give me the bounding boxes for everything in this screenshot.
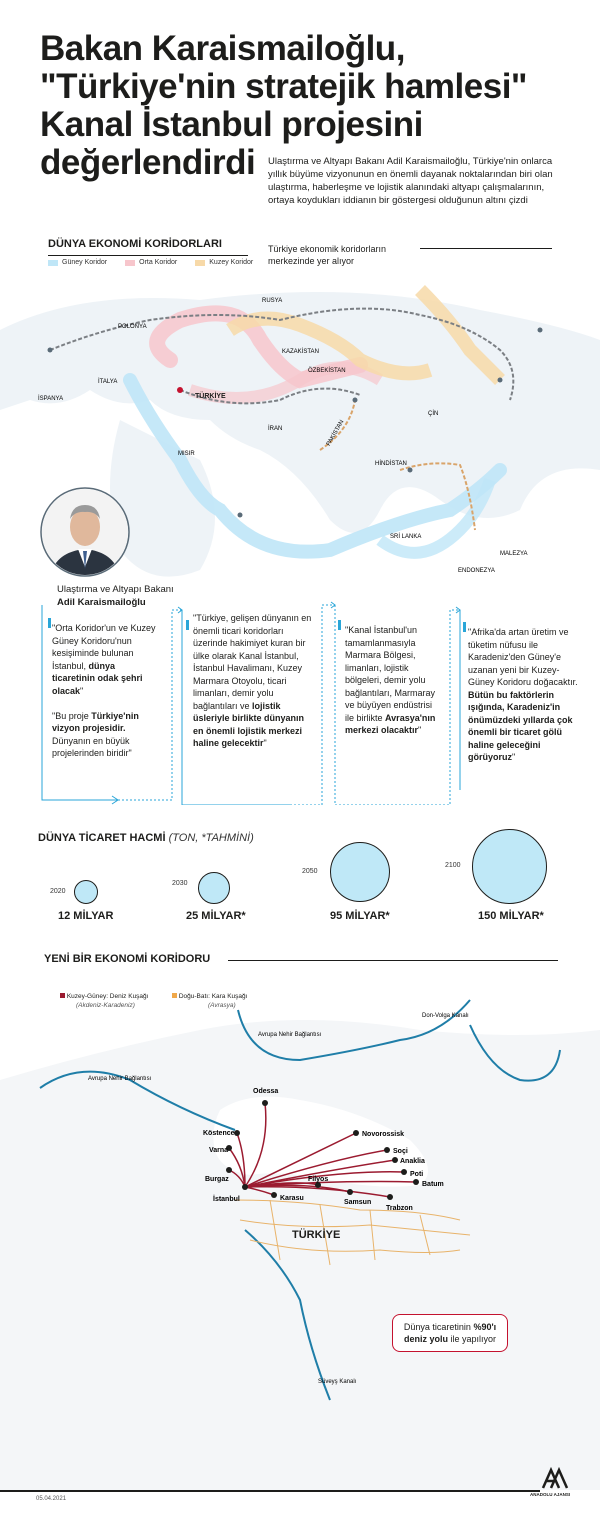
map-label-rusya: RUSYA [262,298,283,304]
quote-text: " [512,752,516,762]
port-odessa: Odessa [253,1088,279,1095]
port-poti: Poti [410,1171,424,1178]
minister-photo [40,487,130,577]
volume-unit: (TON, *TAHMİNİ) [168,832,254,844]
corridors-rule-right [420,248,552,249]
map-label-cin: ÇİN [428,411,439,417]
quote-text: " [80,685,84,696]
note-text: Dünya ticaretinin [403,1322,474,1332]
port-kostence: Köstence [203,1130,235,1137]
legend-sub: (Akdeniz-Karadeniz) [76,1002,135,1009]
quote-2 [193,612,317,750]
volume-year-2100: 2100 [445,862,461,869]
quote-bar-3 [338,620,341,630]
label-suveys: Süveyş Kanalı [318,1379,357,1385]
volume-circle-2020 [74,880,98,904]
country-label-turkiye: TÜRKİYE [292,1229,341,1241]
map-label-pakistan: PAKİSTAN [325,419,346,448]
map-label-italya: İTALYA [98,379,118,385]
aa-logo-icon [540,1466,570,1490]
note-bold: %90'ı deniz yolu [403,1322,497,1344]
quote-text: " [418,725,422,735]
map-label-malezya: MALEZYA [500,551,528,557]
footer-date: 05.04.2021 [36,1496,67,1502]
legend-label: Doğu-Batı: Kara Kuşağı [178,993,248,1000]
quote-4 [468,626,578,764]
quote-text: "Bu proje [52,710,92,721]
volume-value-2020: 12 MİLYAR [58,910,114,922]
label-donvolga: Don-Volga Kanalı [422,1013,469,1019]
map-label-turkiye: TÜRKİYE [195,393,226,400]
volume-title: DÜNYA TİCARET HACMİ [38,832,166,844]
title-line-4: değerlendirdi [40,143,256,182]
volume-value-2100: 150 MİLYAR* [478,910,544,922]
map-label-endonezya: ENDONEZYA [458,568,495,574]
legend-sub: (Avrasya) [208,1002,236,1009]
volume-year-2030: 2030 [172,880,188,887]
legend-label: Güney Koridor [62,259,108,266]
port-karasu: Karasu [280,1195,304,1202]
legend-swatch-pink [125,260,135,266]
port-anaklia: Anaklia [400,1158,425,1165]
volume-value-2030: 25 MİLYAR* [186,910,246,922]
legend-label: Kuzey Koridor [209,259,254,266]
city-dot [498,378,503,383]
label-avrupa-2: Avrupa Nehir Bağlantısı [88,1076,152,1082]
city-dot [538,328,543,333]
map-label-sri-lanka: SRİ LANKA [390,534,422,540]
map-label-misir: MISIR [178,451,195,457]
legend-swatch-blue [48,260,58,266]
port-novorossisk: Novorossisk [362,1131,405,1138]
minister-role: Ulaştırma ve Altyapı Bakanı [57,584,174,595]
port-burgaz: Burgaz [205,1176,229,1183]
volume-circle-2050 [330,842,390,902]
port-batum: Batum [422,1181,444,1188]
port-soci: Soçi [393,1148,408,1155]
new-corridor-heading: YENİ BİR EKONOMİ KORİDORU [44,953,211,965]
corridors-subheading: Türkiye ekonomik koridorların merkezinde yer alıyor [268,244,387,266]
quote-bold: lojistik üsleriyle birlikte dünyanın en önemli lojistik merkezi haline gelecektir [193,700,305,748]
corridors-rule [48,255,248,256]
quote-text: "Afrika'da artan üretim ve tüketim nüfusu ile Karadeniz'den Güney'e uzanan yeni bir Kuzey-Güney Koridoru doğacaktır. [468,627,578,687]
port-filyos: Filyos [308,1176,329,1183]
minister-name: Adil Karaismailoğlu [57,597,146,608]
black-sea-map [0,970,600,1490]
volume-year-2020: 2020 [50,888,66,895]
label-avrupa-1: Avrupa Nehir Bağlantısı [258,1032,322,1038]
quote-bold: dünya ticaretinin odak şehri olacak [52,660,143,696]
quote-text: " [263,738,267,748]
legend-label: Orta Koridor [139,259,178,266]
title-line-3: Kanal İstanbul projesini [40,105,423,144]
quote-text: "Türkiye, gelişen dünyanın en önemli ticari koridorları üzerinde hakimiyet kuran bir ülke olarak Kanal İstanbul, İstanbul Havalimanı, Kuzey Marmara Otoyolu, ticari limanları, demir yolu bağlantıları ve [193,613,312,711]
map-label-polonya: POLONYA [118,324,147,330]
title-line-2: "Türkiye'nin stratejik hamlesi" [40,67,528,106]
quote-3 [345,624,440,737]
map-label-hindistan: HİNDİSTAN [375,461,407,467]
port-trabzon: Trabzon [386,1205,413,1212]
map-label-iran: İRAN [268,426,283,432]
quote-bar-1 [48,618,51,628]
volume-value-2050: 95 MİLYAR* [330,910,390,922]
quote-bar-4 [463,622,466,632]
quote-text: Dünyanın en büyük projelerinden biridir" [52,735,132,758]
volume-circle-2030 [198,872,230,904]
title-line-1: Bakan Karaismailoğlu, [40,29,405,68]
quote-bold: Bütün bu faktörlerin ışığında, Karadeniz'in önümüzdeki yıllarda çok önemli bir ticaret gölü haline geleceğini görüyoruz [468,689,573,762]
city-dot [408,468,413,473]
agency-name: ANADOLU AJANSI [530,1492,571,1497]
map-label-kazakistan: KAZAKİSTAN [282,349,319,355]
legend-label: Kuzey-Güney: Deniz Kuşağı [66,993,149,1000]
volume-circle-2100 [472,829,547,904]
quote-1 [52,622,157,760]
corridors-heading: DÜNYA EKONOMİ KORİDORLARI [48,238,222,250]
volume-year-2050: 2050 [302,868,318,875]
note-text: ile yapılıyor [447,1334,497,1344]
corridors-legend [48,259,253,266]
land-region [0,1020,600,1490]
lede-text: Ulaştırma ve Altyapı Bakanı Adil Karaismailoğlu, Türkiye'nin onlarca yıllık büyüme vizyonunun en önemli dayanak noktalarından biri olan ulaştırma, haberleşme ve lojistik alanındaki altyapı çalışmalarının, ortaya koydukları iddianın bir göstergesi olduğunun altını çizdi [268,156,553,206]
city-dot-turkiye [177,387,183,393]
port-istanbul: İstanbul [213,1196,240,1203]
quote-bold: Türkiye'nin vizyon projesidir. [52,710,139,733]
volume-heading [38,832,254,844]
city-dot [48,348,53,353]
deniz-yolu-note [392,1314,508,1352]
quote-text: "Orta Koridor'un ve Kuzey Güney Koridoru'nun kesişiminde bulunan İstanbul, [52,623,156,671]
quote-bold: Avrasya'nın merkezi olacaktır [345,712,436,735]
city-dot [353,398,358,403]
map-label-ozbekistan: ÖZBEKİSTAN [308,368,346,374]
quote-bar-2 [186,620,189,630]
legend-orta [125,259,177,266]
city-dot [238,513,243,518]
legend-kuzey [195,259,253,266]
legend-guney [48,259,107,266]
new-corridor-rule [228,960,558,961]
quote-text: "Kanal İstanbul'un tamamlanmasıyla Marmara Bölgesi, limanları, lojistik bölgeleri, demir yolu bağlantıları, Marmaray ve büyüyen endüstrisi ile birlikte [345,625,436,723]
port-samsun: Samsun [344,1199,372,1206]
map-label-ispanya: İSPANYA [38,396,64,402]
footer-rule [0,1490,540,1492]
legend-swatch-orange [195,260,205,266]
port-varna: Varna [209,1147,229,1154]
